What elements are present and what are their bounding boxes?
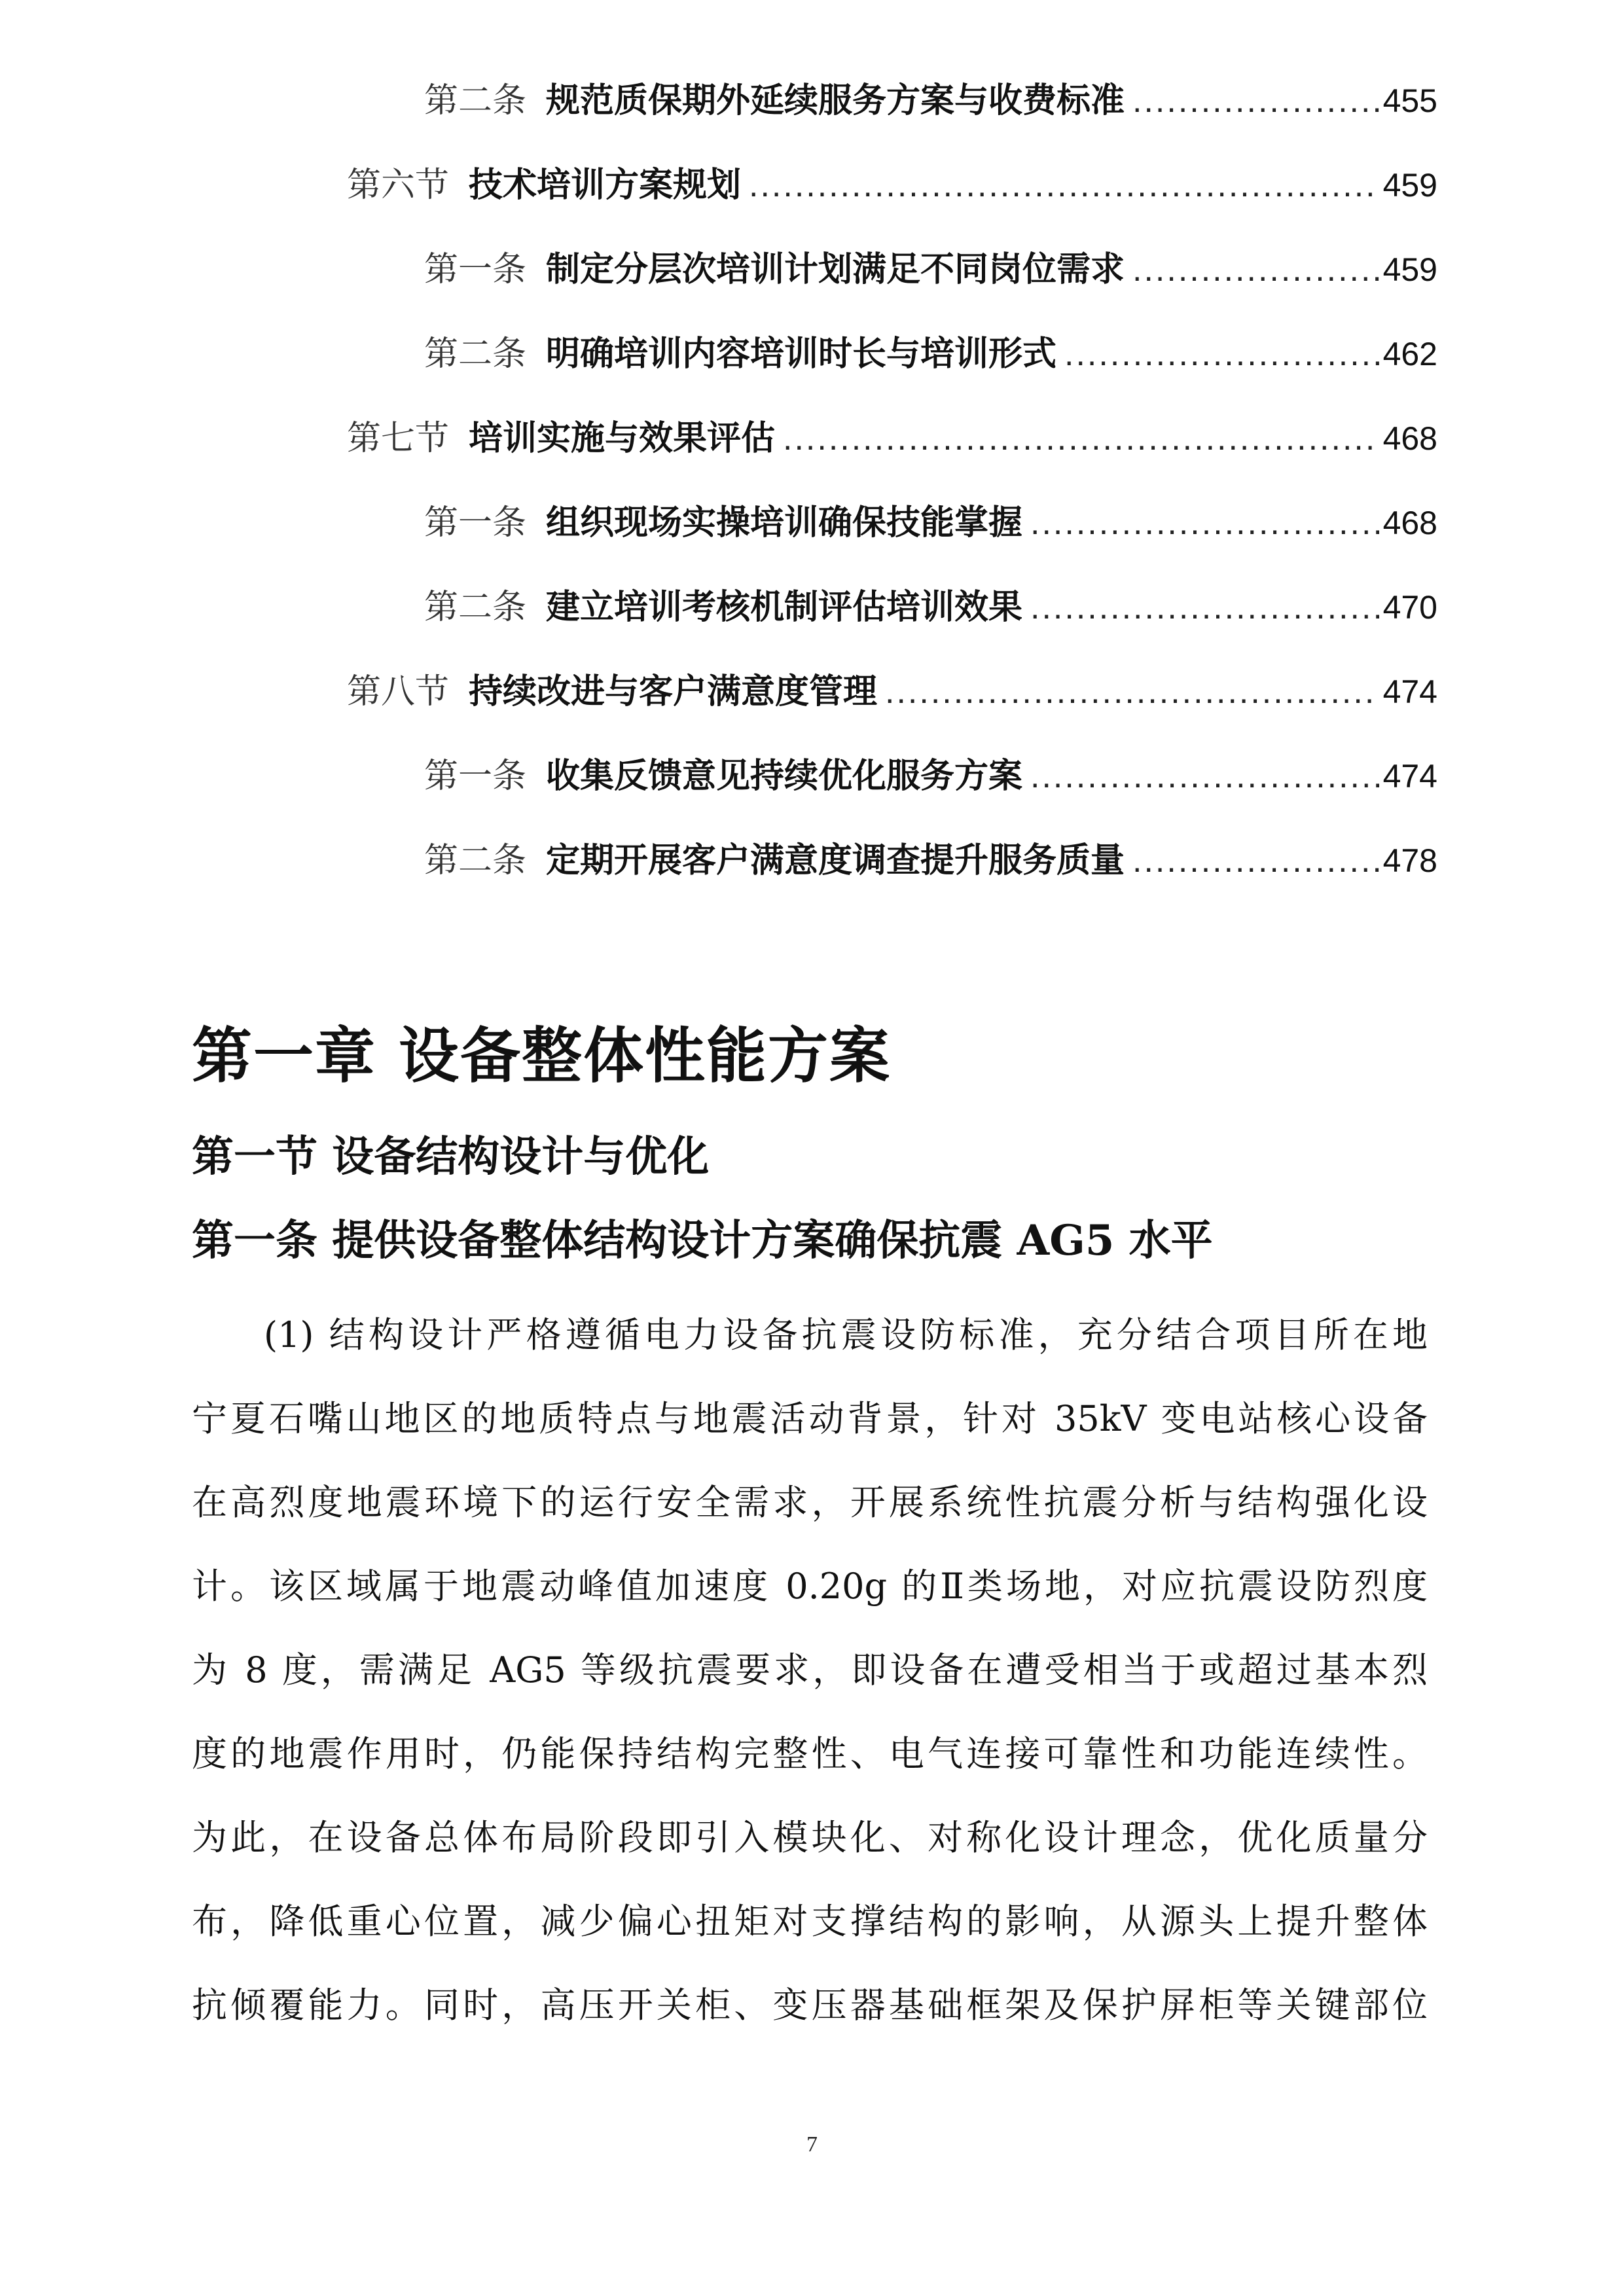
toc-dot-leader [783,411,1379,466]
toc-entry-title: 持续改进与客户满意度管理 [469,672,878,711]
toc-entry-prefix: 第二条 [424,588,527,627]
toc-entry-prefix: 第八节 [347,672,450,711]
toc-entry[interactable] [424,495,1437,550]
paragraph-line: 布，降低重心位置，减少偏心扭矩对支撑结构的影响，从源头上提升整体 [192,1901,1428,1942]
article-title: 第一条 提供设备整体结构设计方案确保抗震 AG5 水平 [192,1216,1213,1265]
toc-entry[interactable] [424,580,1437,635]
chapter-title: 第一章 设备整体性能方案 [192,1020,892,1091]
toc-dot-leader [1030,749,1379,804]
paragraph-line: 为 8 度，需满足 AG5 等级抗震要求，即设备在遭受相当于或超过基本烈 [192,1649,1428,1691]
toc-entry-title: 建立培训考核机制评估培训效果 [546,587,1023,627]
toc-entry-title: 制定分层次培训计划满足不同岗位需求 [546,249,1125,289]
toc-entry-page: 455 [1382,82,1437,119]
toc-entry[interactable] [424,73,1437,128]
paragraph-line: 宁夏石嘴山地区的地质特点与地震活动背景，针对 35kV 变电站核心设备 [192,1398,1428,1439]
page-number: 7 [806,2132,818,2157]
toc-entry-page: 478 [1382,842,1437,879]
toc-entry-title: 明确培训内容培训时长与培训形式 [546,334,1057,374]
toc-entry[interactable] [424,327,1437,382]
toc-entry-page: 470 [1382,589,1437,626]
toc-entry[interactable] [424,242,1437,297]
toc-entry-title: 培训实施与效果评估 [469,418,776,458]
toc-entry-title: 规范质保期外延续服务方案与收费标准 [546,81,1125,120]
toc-entry-page: 468 [1382,505,1437,541]
toc-dot-leader [885,664,1379,719]
paragraph-line: 在高烈度地震环境下的运行安全需求，开展系统性抗震分析与结构强化设 [192,1482,1428,1523]
toc-entry-prefix: 第一条 [424,503,527,543]
toc-dot-leader [1064,327,1379,382]
toc-entry-page: 474 [1382,673,1437,710]
toc-entry[interactable] [347,664,1437,719]
toc-entry-page: 459 [1382,167,1437,204]
toc-entry-page: 468 [1382,420,1437,457]
toc-entry[interactable] [424,833,1437,888]
paragraph-line: (1) 结构设计严格遵循电力设备抗震设防标准，充分结合项目所在地 [264,1314,1428,1355]
toc-entry-page: 459 [1382,251,1437,288]
toc-dot-leader [749,158,1379,213]
toc-entry-prefix: 第六节 [347,166,450,205]
toc-dot-leader [1132,833,1379,888]
toc-entry-title: 技术培训方案规划 [469,165,742,205]
toc-dot-leader [1030,495,1379,550]
paragraph-line: 度的地震作用时，仍能保持结构完整性、电气连接可靠性和功能连续性。 [192,1733,1428,1774]
toc-entry-prefix: 第二条 [424,81,527,120]
toc-entry-page: 474 [1382,758,1437,795]
toc-entry-prefix: 第二条 [424,841,527,880]
toc-entry-prefix: 第七节 [347,419,450,458]
toc-dot-leader [1132,73,1379,128]
toc-dot-leader [1132,242,1379,297]
toc-entry-page: 462 [1382,336,1437,372]
toc-entry[interactable] [347,158,1437,213]
toc-entry-title: 定期开展客户满意度调查提升服务质量 [546,840,1125,880]
paragraph-line: 抗倾覆能力。同时，高压开关柜、变压器基础框架及保护屏柜等关键部位 [192,1984,1428,2026]
paragraph-line: 为此，在设备总体布局阶段即引入模块化、对称化设计理念，优化质量分 [192,1817,1428,1858]
toc-entry-prefix: 第一条 [424,757,527,796]
toc-dot-leader [1030,580,1379,635]
section-title: 第一节 设备结构设计与优化 [192,1132,710,1181]
toc-entry-prefix: 第二条 [424,334,527,374]
toc-entry-prefix: 第一条 [424,250,527,289]
toc-entry-title: 组织现场实操培训确保技能掌握 [546,503,1023,543]
paragraph-line: 计。该区域属于地震动峰值加速度 0.20g 的Ⅱ类场地，对应抗震设防烈度 [192,1566,1428,1607]
toc-entry[interactable] [424,749,1437,804]
toc-entry-title: 收集反馈意见持续优化服务方案 [546,756,1023,796]
toc-entry[interactable] [347,411,1437,466]
